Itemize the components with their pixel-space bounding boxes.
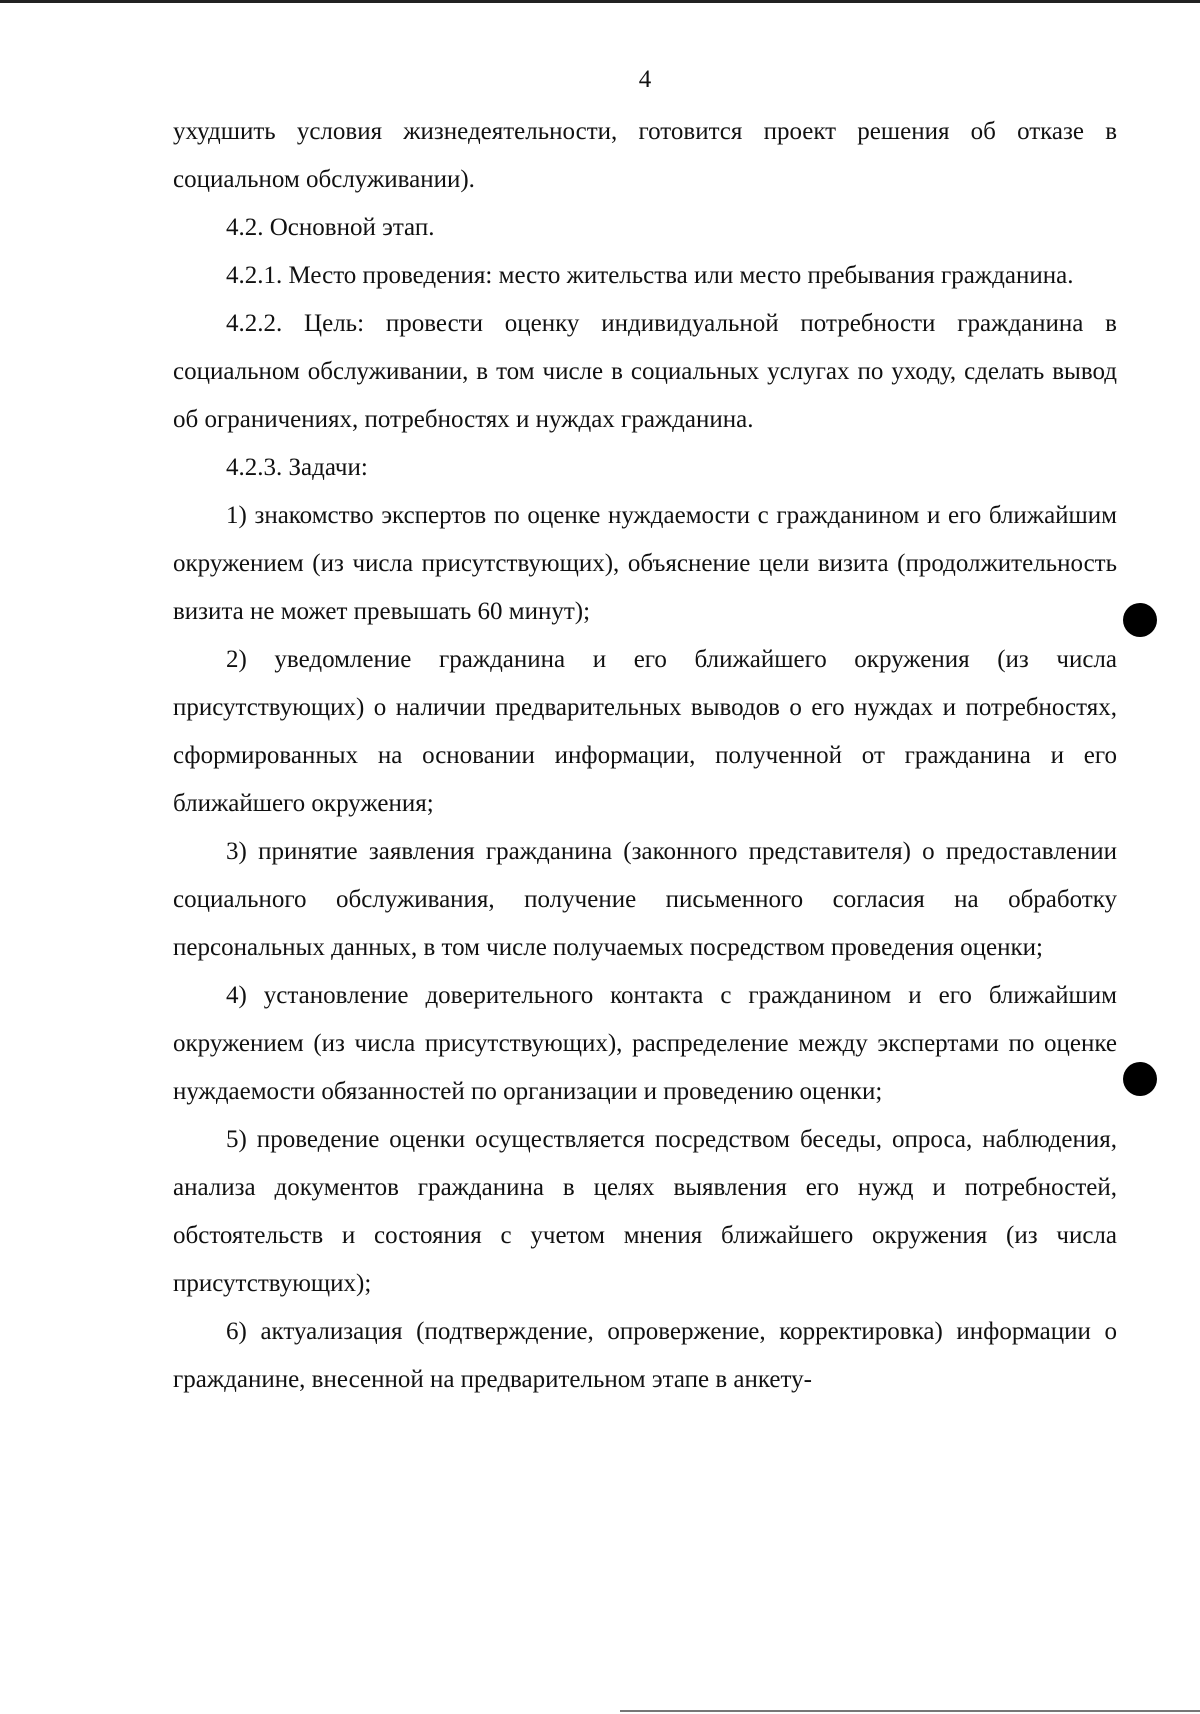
list-item-2: 2) уведомление гражданина и его ближайшего окружения (из числа присутствующих) о наличии предварительных выводов о его нуждах и потребностях, сформированных на основании информации, полученной от гражданина и его ближайшего окружения; xyxy=(173,646,1117,817)
bottom-scan-edge xyxy=(620,1710,1200,1712)
paragraph-section-4-2-3: 4.2.3. Задачи: xyxy=(226,454,368,481)
list-item-1: 1) знакомство экспертов по оценке нуждаемости с гражданином и его ближайшим окружением (из числа присутствующих), объяснение цели визита (продолжительность визита не может превышать 60 минут); xyxy=(173,502,1117,625)
document-body xyxy=(173,108,1117,1404)
list-item-6: 6) актуализация (подтверждение, опровержение, корректировка) информации о гражданине, внесенной на предварительном этапе в анкету- xyxy=(173,1318,1117,1393)
page-number: 4 xyxy=(638,66,652,93)
list-item-4: 4) установление доверительного контакта с гражданином и его ближайшим окружением (из числа присутствующих), распределение между экспертами по оценке нуждаемости обязанностей по организации и проведению оценки; xyxy=(173,982,1117,1105)
paragraph-section-4-2: 4.2. Основной этап. xyxy=(226,214,435,241)
paragraph-continuation: ухудшить условия жизнедеятельности, готовится проект решения об отказе в социальном обслуживании). xyxy=(173,118,1117,193)
paragraph-section-4-2-1: 4.2.1. Место проведения: место жительства или место пребывания гражданина. xyxy=(226,262,1074,289)
punch-hole-upper xyxy=(1123,603,1157,637)
list-item-5: 5) проведение оценки осуществляется посредством беседы, опроса, наблюдения, анализа документов гражданина в целях выявления его нужд и потребностей, обстоятельств и состояния с учетом мнения ближайшего окружения (из числа присутствующих); xyxy=(173,1126,1117,1297)
paragraph-section-4-2-2: 4.2.2. Цель: провести оценку индивидуальной потребности гражданина в социальном обслуживании, в том числе в социальных услугах по уходу, сделать вывод об ограничениях, потребностях и нуждах гражданина. xyxy=(173,310,1117,433)
list-item-3: 3) принятие заявления гражданина (законного представителя) о предоставлении социального обслуживания, получение письменного согласия на обработку персональных данных, в том числе получаемых посредством проведения оценки; xyxy=(173,838,1117,961)
punch-hole-lower xyxy=(1123,1062,1157,1096)
top-scan-edge xyxy=(0,0,1200,3)
